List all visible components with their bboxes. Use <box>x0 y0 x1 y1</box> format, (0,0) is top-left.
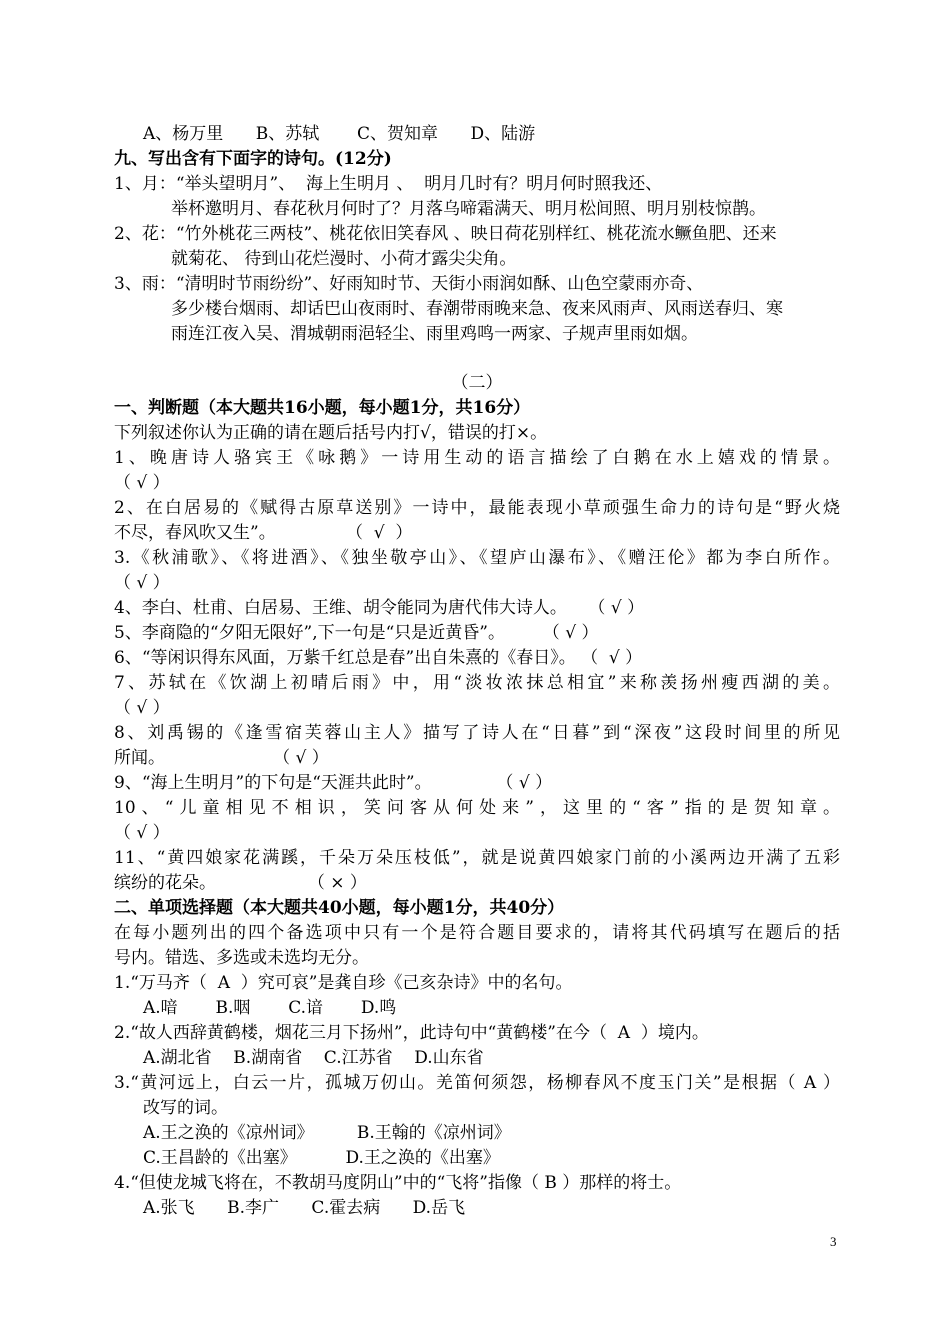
text-line: 11、“黄四娘家花满蹊，千朵万朵压枝低”，就是说黄四娘家门前的小溪两边开满了五彩 <box>114 848 840 868</box>
text-line: A、杨万里 B、苏轼 C、贺知章 D、陆游 <box>143 124 536 144</box>
text-line: （ √ ） <box>114 823 170 843</box>
text-line: 3.《秋浦歌》、《将进酒》、《独坐敬亭山》、《望庐山瀑布》、《赠汪伦》都为李白所作。 <box>114 548 840 568</box>
text-line: 1、晚唐诗人骆宾王《咏鹅》一诗用生动的语言描绘了白鹅在水上嬉戏的情景。 <box>114 448 840 468</box>
text-line: 2、在白居易的《赋得古原草送别》一诗中，最能表现小草顽强生命力的诗句是“野火烧 <box>114 498 840 518</box>
text-line: 2、花：“竹外桃花三两枝”、桃花依旧笑春风 、映日荷花别样红、桃花流水鳜鱼肥、还来 <box>114 224 777 244</box>
section-heading: 二、单项选择题（本大题共40小题，每小题1分，共40分） <box>114 898 565 918</box>
text-line: 2.“故人西辞黄鹤楼，烟花三月下扬州”，此诗句中“黄鹤楼”在今（ A ）境内。 <box>114 1023 709 1043</box>
page-number: 3 <box>830 1234 837 1249</box>
text-line: 9、“海上生明月”的下句是“天涯共此时”。 （ √ ） <box>114 773 553 793</box>
text-line: A.喑 B.咽 C.谙 D.鸣 <box>143 998 397 1018</box>
text-line: A.王之涣的《凉州词》 B.王翰的《凉州词》 <box>143 1123 511 1143</box>
part-title: （二） <box>451 373 503 393</box>
text-line: 6、“等闲识得东风面，万紫千红总是春”出自朱熹的《春日》。 （ √ ） <box>114 648 643 668</box>
text-line: 举杯邀明月、春花秋月何时了？月落乌啼霜满天、明月松间照、明月别枝惊鹊。 <box>171 199 766 219</box>
text-line: 多少楼台烟雨、却话巴山夜雨时、春潮带雨晚来急、夜来风雨声、风雨送春归、寒 <box>171 299 783 319</box>
text-line: A.湖北省 B.湖南省 C.江苏省 D.山东省 <box>143 1048 484 1068</box>
text-line: 8、刘禹锡的《逢雪宿芙蓉山主人》描写了诗人在“日暮”到“深夜”这段时间里的所见 <box>114 723 840 743</box>
text-line: 3.“黄河远上，白云一片，孤城万仞山。羌笛何须怨，杨柳春风不度玉门关”是根据（ A ） <box>114 1073 840 1093</box>
text-line: 所闻。 （ √ ） <box>114 748 329 768</box>
text-line: （ √ ） <box>114 698 170 718</box>
text-line: 在每小题列出的四个备选项中只有一个是符合题目要求的，请将其代码填写在题后的括 <box>114 923 840 943</box>
text-line: 缤纷的花朵。 （ × ） <box>114 873 367 893</box>
text-line: （ √ ） <box>114 473 170 493</box>
text-line: C.王昌龄的《出塞》 D.王之涣的《出塞》 <box>143 1148 500 1168</box>
text-line: 号内。错选、多选或未选均无分。 <box>114 948 369 968</box>
text-line: 7、苏轼在《饮湖上初晴后雨》中，用“淡妆浓抹总相宜”来称羡扬州瘦西湖的美。 <box>114 673 840 693</box>
text-line: 雨连江夜入吴、渭城朝雨浥轻尘、雨里鸡鸣一两家、子规声里雨如烟。 <box>171 324 698 344</box>
text-line: 1、月：“举头望明月”、 海上生明月 、 明月几时有？明月何时照我还、 <box>114 174 663 194</box>
text-line: 改写的词。 <box>143 1098 228 1118</box>
text-line: （ √ ） <box>114 573 170 593</box>
page-content <box>114 122 840 1221</box>
text-line: 10、“儿童相见不相识，笑问客从何处来”，这里的“客”指的是贺知章。 <box>114 798 840 818</box>
section-heading: 一、判断题（本大题共16小题，每小题1分，共16分） <box>114 398 531 418</box>
text-line: 4、李白、杜甫、白居易、王维、胡令能同为唐代伟大诗人。 （ √ ） <box>114 598 645 618</box>
blank-line <box>114 347 840 371</box>
text-line: 4.“但使龙城飞将在，不教胡马度阴山”中的“飞将”指像（ B ）那样的将士。 <box>114 1173 682 1193</box>
text-line: 3、雨：“清明时节雨纷纷”、好雨知时节、天街小雨润如酥、山色空蒙雨亦奇、 <box>114 274 704 294</box>
text-line: 下列叙述你认为正确的请在题后括号内打√，错误的打×。 <box>114 423 548 443</box>
text-line: 1.“万马齐（ A ）究可哀”是龚自珍《己亥杂诗》中的名句。 <box>114 973 573 993</box>
text-line: 就菊花、 待到山花烂漫时、小荷才露尖尖角。 <box>171 249 517 269</box>
text-line: 5、李商隐的“夕阳无限好”,下一句是“只是近黄昏”。 （ √ ） <box>114 623 599 643</box>
section-heading: 九、写出含有下面字的诗句。(12分) <box>114 149 392 169</box>
text-line: 不尽，春风吹又生”。 （ √ ） <box>114 523 413 543</box>
text-line: A.张飞 B.李广 C.霍去病 D.岳飞 <box>143 1198 466 1218</box>
